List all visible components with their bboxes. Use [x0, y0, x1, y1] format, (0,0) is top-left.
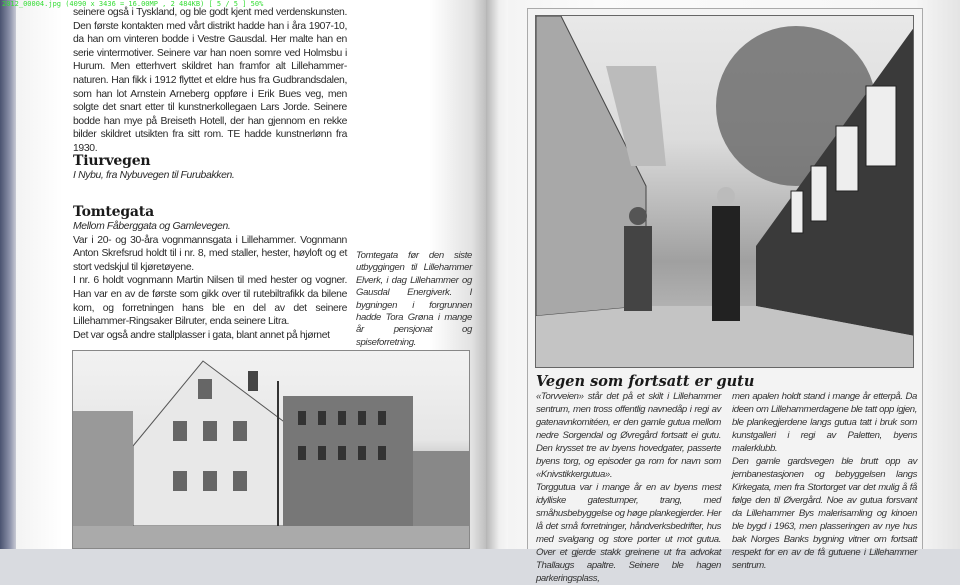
- paragraph: I nr. 6 holdt vognmann Martin Nilsen til med hester og vogner. Han var en av de første som gikk over til rutebiltrafikk da bilene kom, og forretningen hans ble en del av det seinere Lillehammer-Ringsaker Bilruter, enda seinere Litra.: [73, 275, 347, 328]
- article-heading: Vegen som fortsatt er gutu: [536, 373, 755, 390]
- section-subtitle: I Nybu, fra Nybuvegen til Furubakken.: [73, 170, 235, 181]
- section-body: [73, 234, 347, 343]
- paragraph: Det var også andre stallplasser i gata, blant annet på hjørnet: [73, 329, 330, 341]
- viewer-status-overlay: 2012_00004.jpg (4090 x 3436 = 16.00MP , 2 484KB) [ 5 / 5 ] 50%: [2, 0, 264, 8]
- section-subtitle: Mellom Fåberggata og Gamlevegen.: [73, 221, 231, 232]
- article-column-1: [536, 390, 721, 585]
- paragraph: men apalen holdt stand i mange år etterpå. Da ideen om Lillehammerdagene ble tatt opp igjen, ble plankegjerdene langs gutua tatt i bruk som kunstgalleri i regi av Paletten, byens malerklubb.: [732, 391, 917, 454]
- photo-illustration: [73, 351, 470, 549]
- paragraph: «Torvveien» står det på et skilt i Lillehammer sentrum, men tross offentlig navnedåp i regi av gatenavnkomitéen, er den gamle gutua mellom nedre Sorgendal og Øvregård fortsatt ei gutu. Den krysset tre av byens hovedgater, passerte byens torg, og episoder ga rom for navn som «Knivstikkergutua».: [536, 391, 721, 480]
- window-edge: [0, 0, 16, 549]
- intro-paragraph: [73, 6, 347, 156]
- paragraph: Torggutua var i mange år en av byens mest idylliske gatestumper, trang, med småhusbebyggelse og høge plankegjerder. Her lå det små forretninger, håndverksbedrifter, hus med svalgang og store porter ut mot gutua. Over et gjerde stakk greinene ut fra advokat Thallaugs apaltre. Seinere ble hagen parkeringsplass,: [536, 482, 721, 584]
- section-tomtegata: [73, 204, 347, 342]
- photo-illustration: [536, 16, 914, 368]
- book-gutter: [486, 0, 508, 549]
- paragraph: Var i 20- og 30-åra vognmannsgata i Lillehammer. Vognmann Anton Skrefsrud holdt til i nr. 8, med staller, hester, høyloft og et stort vedskjul til kjøretøyene.: [73, 234, 347, 273]
- section-heading: Tiurvegen: [73, 153, 151, 169]
- section-heading: Tomtegata: [73, 204, 154, 220]
- paragraph: Den gamle gardsvegen ble brutt opp av jernbanestasjonen og bebyggelsen langs Kirkegata, men fra Stortorget var det mulig å få følge den til Øvergård. Noe av gutua forsvant da Lillehammer Bys malerisamling og kinoen ble bygd i 1963, men plasseringen av nye hus bak Norges Banks bygning vitner om fortsatt respekt for en av de få gutuene i Lillehammer sentrum.: [732, 456, 917, 571]
- photo-couple-walking-gutu: [535, 15, 914, 368]
- photo-caption: Tomtegata før den siste utbyggingen til Lillehammer Elverk, i dag Lillehammer og Gausdal Energiverk. I bygningen i forgrunnen hadde Tora Grøna i mange år pensjonat og spiseforretning.: [356, 250, 472, 348]
- section-tiurvegen: [73, 153, 347, 183]
- photo-street-buildings: [72, 350, 470, 549]
- article-column-2: [732, 390, 917, 572]
- intro-text: seinere også i Tyskland, og ble godt kjent med verdenskunsten. Den første kontakten med vårt distrikt hadde han i åra 1907-10, da han om vinteren bodde i Vestre Gausdal. Her malte han en serie vintermotiver. Seinere var han noen somre ved Holmsbu i Hurum. Men etterhvert skildret han framfor alt Lillehammer-naturen. Han fikk i 1912 flyttet et eldre hus fra Gudbrandsdalen, som han lot Arnstein Arneberg oppføre i Erik Bues veg, men solgte det snart etter til kunstnerkollegaen Lars Jorde. Seinere bodde han mye på Breiseth Hotell, der han gjennom en rekke bilder skildret utsikten fra sitt rom. TE hadde kunstnerlønn fra 1930.: [73, 7, 347, 154]
